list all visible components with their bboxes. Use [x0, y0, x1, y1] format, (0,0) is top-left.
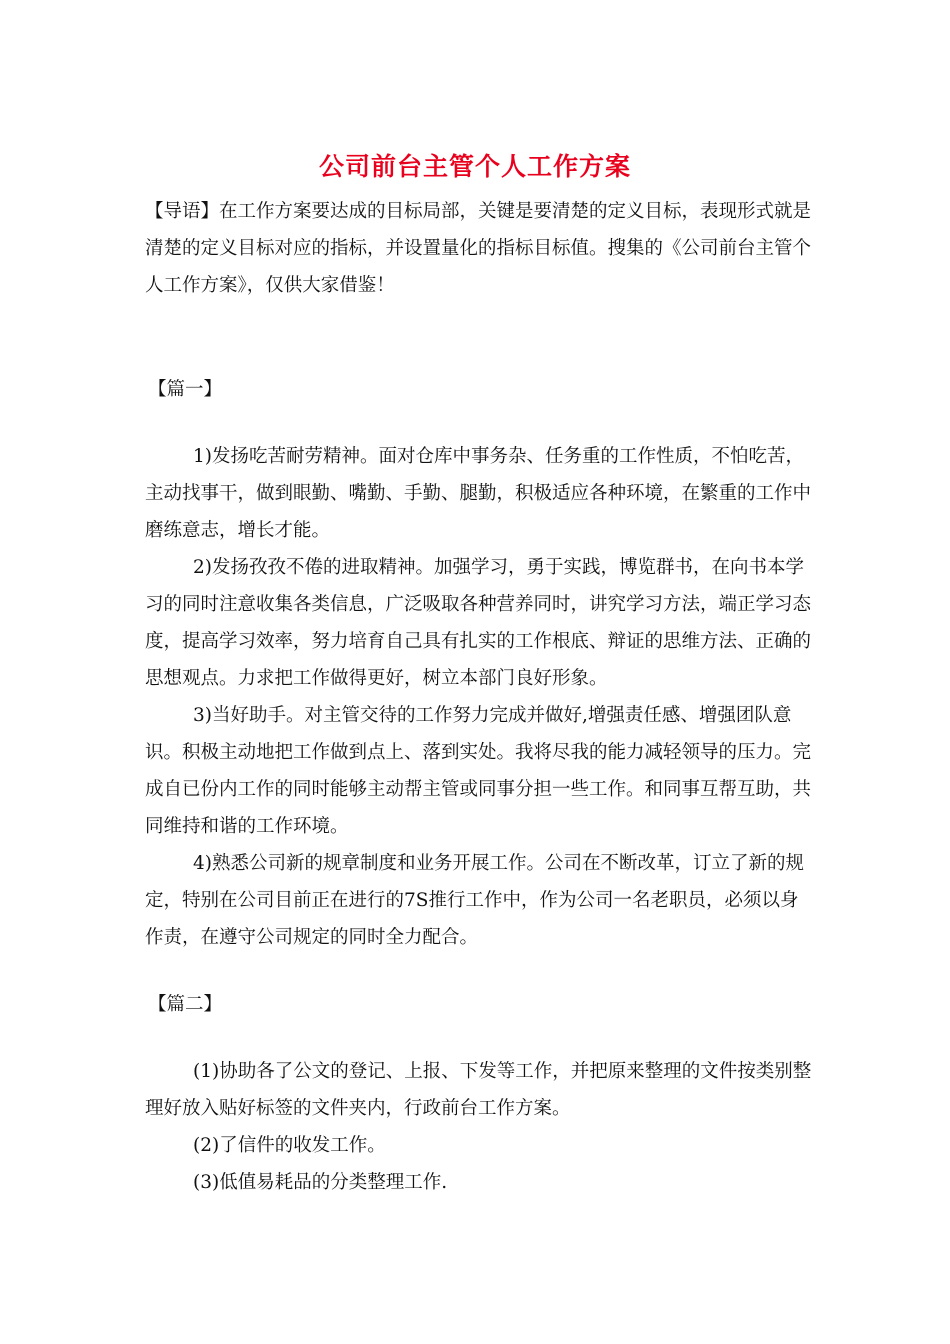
intro-paragraph: [145, 193, 815, 304]
section1-paragraph-3: 3)当好助手。对主管交待的工作努力完成并做好,增强责任感、增强团队意识。积极主动地把工作做到点上、落到实处。我将尽我的能力减轻领导的压力。完成自已份内工作的同时能够主动帮主管或同事分担一些工作。和同事互帮互助，共同维持和谐的工作环境。: [145, 705, 812, 837]
section2-paragraph-2: (2)了信件的收发工作。: [193, 1135, 386, 1156]
section2-heading: 【篇二】: [148, 994, 223, 1015]
section1-heading: 【篇一】: [148, 379, 223, 400]
section2-paragraph-3: (3)低值易耗品的分类整理工作.: [193, 1172, 448, 1193]
section2-body: [145, 1053, 815, 1201]
intro-text: 【导语】在工作方案要达成的目标局部，关键是要清楚的定义目标，表现形式就是清楚的定义目标对应的指标，并设置量化的指标目标值。搜集的《公司前台主管个人工作方案》，仅供大家借鉴！: [145, 201, 812, 296]
section1-body: [145, 438, 815, 956]
section2-paragraph-1: (1)协助各了公文的登记、上报、下发等工作，并把原来整理的文件按类别整理好放入贴好标签的文件夹内，行政前台工作方案。: [145, 1061, 812, 1119]
section1-paragraph-4: 4)熟悉公司新的规章制度和业务开展工作。公司在不断改革，订立了新的规定，特别在公司目前正在进行的7S推行工作中，作为公司一名老职员，必须以身作责，在遵守公司规定的同时全力配合。: [145, 853, 804, 948]
document-title: 公司前台主管个人工作方案: [318, 152, 631, 181]
section1-paragraph-1: 1)发扬吃苦耐劳精神。面对仓库中事务杂、任务重的工作性质，不怕吃苦，主动找事干，做到眼勤、嘴勤、手勤、腿勤，积极适应各种环境，在繁重的工作中磨练意志，增长才能。: [145, 446, 812, 541]
section1-paragraph-2: 2)发扬孜孜不倦的进取精神。加强学习，勇于实践，博览群书，在向书本学习的同时注意收集各类信息，广泛吸取各种营养同时，讲究学习方法，端正学习态度，提高学习效率，努力培育自己具有扎实的工作根底、辩证的思维方法、正确的思想观点。力求把工作做得更好，树立本部门良好形象。: [145, 557, 812, 689]
